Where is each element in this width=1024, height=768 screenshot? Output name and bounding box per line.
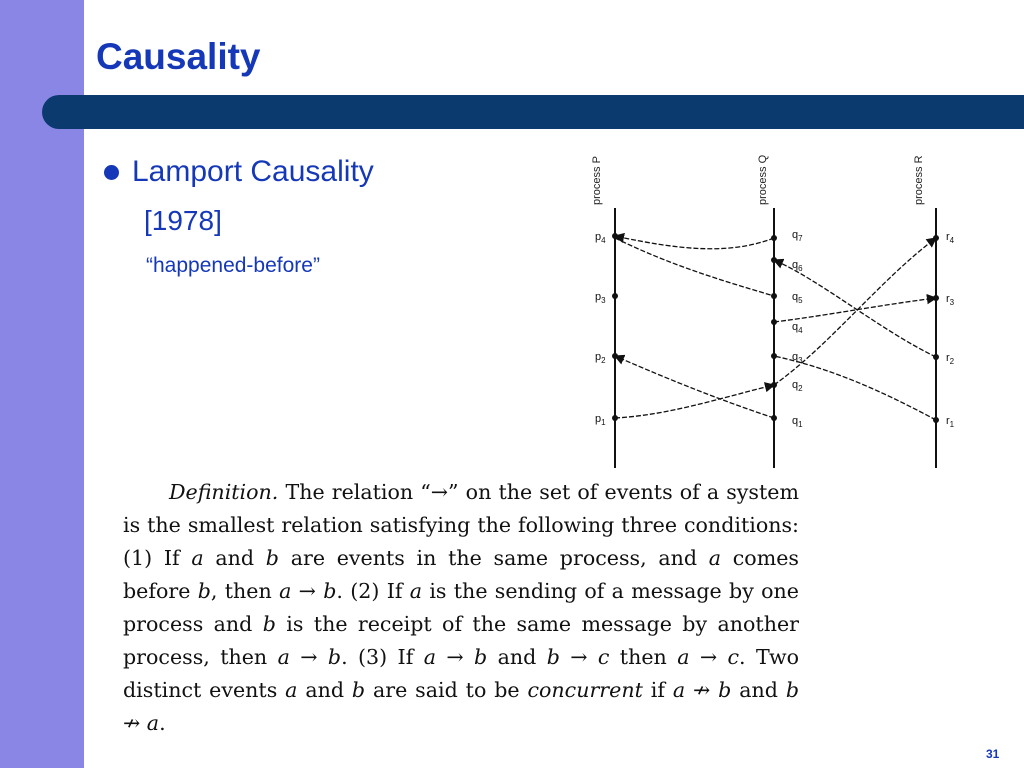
formula: b ↛ a [123,678,799,735]
definition-text: The relation “→” on the set of events of a system is the smallest relation satisfying the following three conditions: (1) If [123,480,799,570]
definition-text: then [609,645,678,669]
event-q3-dot [771,353,777,359]
definition-text: , then [210,579,280,603]
event-r4-label: $r_4$ [946,231,955,245]
process-p-label: process P [591,156,603,205]
event-r1-label: $r_1$ [946,415,955,429]
title-divider-bar [42,95,1024,129]
event-r3-label: $r_3$ [946,293,955,307]
var-b: b [262,612,276,636]
event-q4-dot [771,319,777,325]
event-p1-dot [612,415,618,421]
bullet-dot-icon [104,165,119,180]
definition-text: is the sending of a message by one process and [123,579,799,636]
event-r4-dot [933,235,939,241]
event-q5-dot [771,293,777,299]
event-q3-label: $q_3$ [792,351,803,365]
process-r-label: process R [913,155,925,205]
event-r3-dot [933,295,939,301]
event-p3-dot [612,293,618,299]
definition-text: comes before [123,546,799,603]
process-q-label: process Q [757,154,769,205]
definition-text: are said to be [365,678,528,702]
event-q5-label: $q_5$ [792,291,803,305]
event-p2-dot [612,353,618,359]
event-p4-dot [612,233,618,239]
formula: a → b [277,645,342,669]
var-b: b [351,678,366,702]
space-time-diagram [560,130,980,470]
event-q7-label: $q_7$ [792,229,803,243]
message-p4-to-q5 [615,238,774,296]
definition-paragraph [123,476,799,740]
event-p4-label: $p_4$ [595,231,606,245]
slide-title: Causality [96,36,261,77]
message-q1-to-p2 [615,356,774,418]
formula: a → b [423,645,488,669]
definition-text: is the receipt of the same message by another process, then [123,612,799,669]
definition-text: . Two distinct events [123,645,799,702]
event-q2-label: $q_2$ [792,379,803,393]
message-r2-to-q6 [774,260,936,357]
event-q7-dot [771,235,777,241]
definition-text: . (3) If [341,645,424,669]
definition-text: are events in the same process, and [278,546,709,570]
event-q1-dot [771,415,777,421]
definition-text: . [159,711,166,735]
var-a: a [191,546,204,570]
event-q6-dot [771,257,777,263]
bullet-lamport-causality: Lamport Causality [132,155,374,188]
var-b: b [265,546,279,570]
sub-bullet-happened-before: “happened-before” [146,254,320,277]
definition-text: and [731,678,786,702]
message-p1-to-q2 [615,385,774,418]
var-b: b [197,579,211,603]
event-q1-label: $q_1$ [792,415,803,429]
var-a: a [409,579,423,603]
event-q4-label: $q_4$ [792,321,803,335]
definition-lead: Definition. [169,480,279,504]
var-a: a [708,546,722,570]
sub-bullet-year: [1978] [144,205,222,236]
formula: b → c [546,645,610,669]
event-p2-label: $p_2$ [595,351,606,365]
event-r1-dot [933,417,939,423]
event-p3-label: $p_3$ [595,291,606,305]
event-p1-label: $p_1$ [595,413,606,427]
formula: a → c [677,645,740,669]
event-q6-label: $q_6$ [792,259,803,273]
term-concurrent: concurrent [527,678,643,702]
definition-text: if [642,678,673,702]
definition-text: and [297,678,352,702]
definition-text: and [487,645,547,669]
event-q2-dot [771,382,777,388]
event-r2-dot [933,354,939,360]
var-a: a [285,678,298,702]
formula: a ↛ b [672,678,732,702]
event-r2-label: $r_2$ [946,352,955,366]
formula: a → b [279,579,337,603]
definition-text: and [203,546,266,570]
definition-text: . (2) If [336,579,410,603]
page-number: 31 [986,747,1000,761]
message-q7-to-p4 [615,236,774,249]
